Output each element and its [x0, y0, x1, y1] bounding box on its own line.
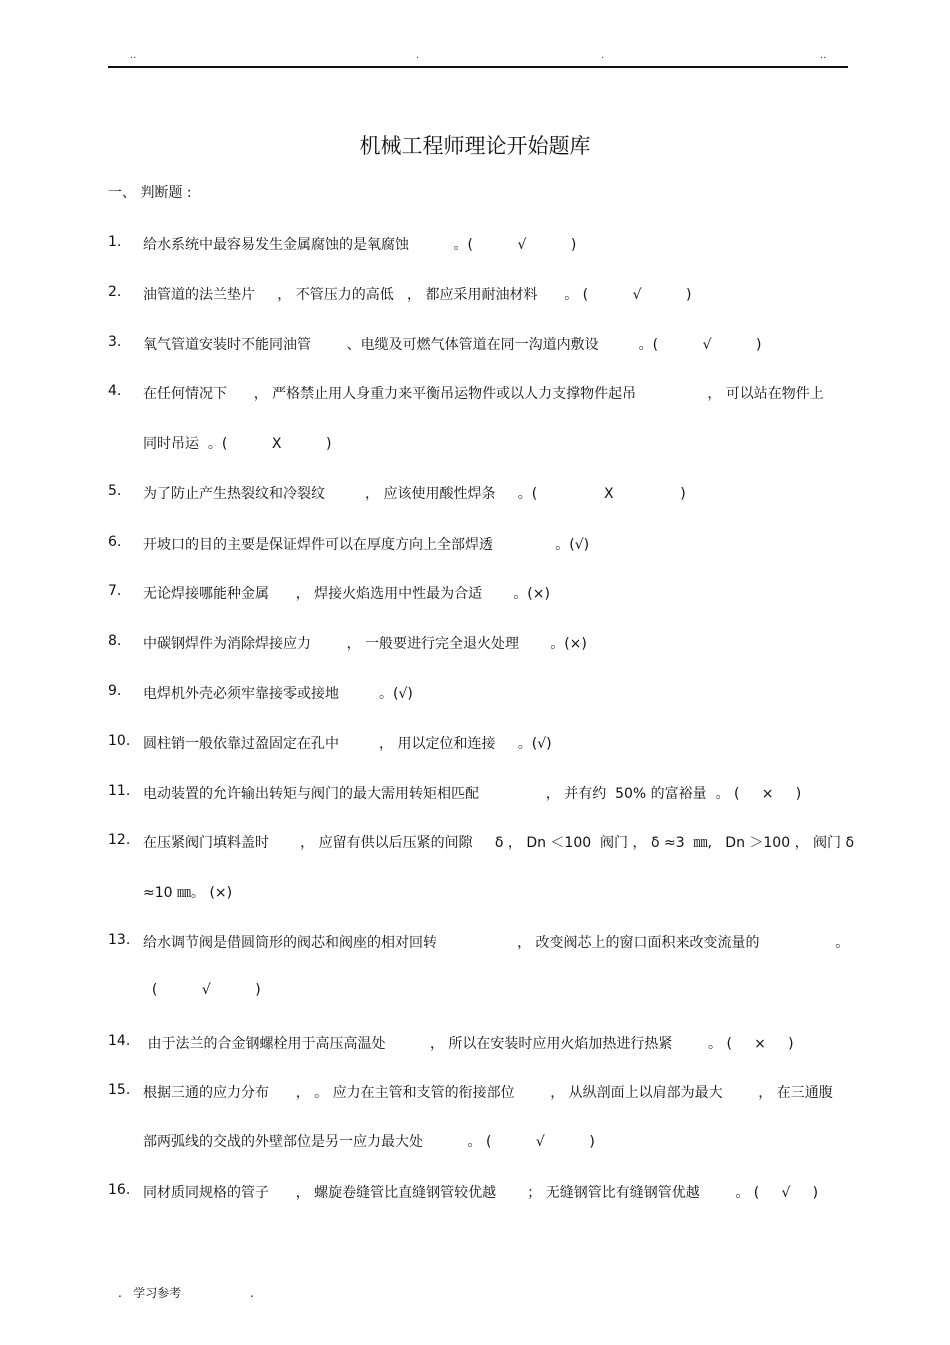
question-text: 由于法兰的合金钢螺栓用于高压高温处 ， 所以在安装时应用火焰加热进行热紧 。 ( × ) — [143, 1036, 794, 1052]
question-text: 给水系统中最容易发生金属腐蚀的是氧腐蚀 。( √ ) — [143, 237, 577, 253]
question-text: 圆柱销一般依靠过盈固定在孔中 ， 用以定位和连接 。(√) — [143, 736, 552, 752]
page-footer: . 学习参考 . — [118, 1286, 254, 1300]
question-text: 为了防止产生热裂纹和冷裂纹 ， 应该使用酸性焊条 。( X ) — [143, 486, 686, 502]
question-number: 12. — [108, 832, 131, 848]
section-heading: 一、 判断题 : — [108, 185, 192, 201]
question-text: 电动装置的允许输出转矩与阀门的最大需用转矩相匹配 ， 并有约 50% 的富裕量 。 ( × ) — [143, 786, 802, 802]
question-text-continued: 部两弧线的交战的外壁部位是另一应力最大处 。 ( √ ) — [143, 1134, 595, 1150]
question-text: 无论焊接哪能种金属 ， 焊接火焰选用中性最为合适 。(×) — [143, 586, 550, 602]
question-text-continued: ≈10 ㎜。 (×) — [143, 885, 233, 901]
header-rule — [108, 66, 848, 68]
question-number: 13. — [108, 932, 131, 948]
header-dots-2: . — [416, 50, 420, 61]
question-number: 14. — [108, 1033, 131, 1049]
header-dots-1: .. — [130, 50, 137, 61]
question-number: 16. — [108, 1182, 131, 1198]
question-text: 同材质同规格的管子 ， 螺旋卷缝管比直缝钢管较优越 ； 无缝钢管比有缝钢管优越 。 ( √ ) — [143, 1185, 819, 1201]
question-number: 8. — [108, 633, 122, 649]
question-text: 油管道的法兰垫片 ， 不管压力的高低 ， 都应采用耐油材料 。 ( √ ) — [143, 287, 692, 303]
question-text: 在压紧阀门填料盖时 ， 应留有供以后压紧的间隙 δ ， Dn ＜100 阀门 ， δ ≈3 ㎜, Dn ＞100 ， 阀门 δ — [143, 835, 855, 851]
question-text: 开坡口的目的主要是保证焊件可以在厚度方向上全部焊透 。(√) — [143, 537, 590, 553]
question-number: 11. — [108, 783, 131, 799]
question-text: 根据三通的应力分布 ， 。 应力在主管和支管的衔接部位 ， 从纵剖面上以肩部为最大 ， 在三通腹 — [143, 1085, 833, 1101]
question-text-continued: ( √ ) — [143, 982, 261, 998]
question-number: 10. — [108, 733, 131, 749]
question-number: 4. — [108, 383, 122, 399]
question-number: 2. — [108, 284, 122, 300]
question-text: 电焊机外壳必须牢靠接零或接地 。(√) — [143, 686, 413, 702]
header-dots-3: . — [601, 50, 605, 61]
question-number: 6. — [108, 534, 122, 550]
question-text: 在任何情况下 ， 严格禁止用人身重力来平衡吊运物件或以人力支撑物件起吊 ， 可以站在物件上 — [143, 386, 824, 402]
question-number: 7. — [108, 583, 122, 599]
question-number: 1. — [108, 234, 122, 250]
question-number: 3. — [108, 334, 122, 350]
question-text: 氧气管道安装时不能同油管 、电缆及可燃气体管道在同一沟道内敷设 。( √ ) — [143, 337, 762, 353]
header-dots-4: .. — [820, 50, 827, 61]
question-number: 5. — [108, 483, 122, 499]
question-text: 中碳钢焊件为消除焊接应力 ， 一般要进行完全退火处理 。(×) — [143, 636, 587, 652]
question-number: 15. — [108, 1082, 131, 1098]
question-number: 9. — [108, 683, 122, 699]
question-text-continued: 同时吊运 。( X ) — [143, 436, 332, 452]
question-text: 给水调节阀是借圆筒形的阀芯和阀座的相对回转 ， 改变阀芯上的窗口面积来改变流量的 。 — [143, 935, 850, 951]
document-title: 机械工程师理论开始题库 — [359, 134, 591, 158]
